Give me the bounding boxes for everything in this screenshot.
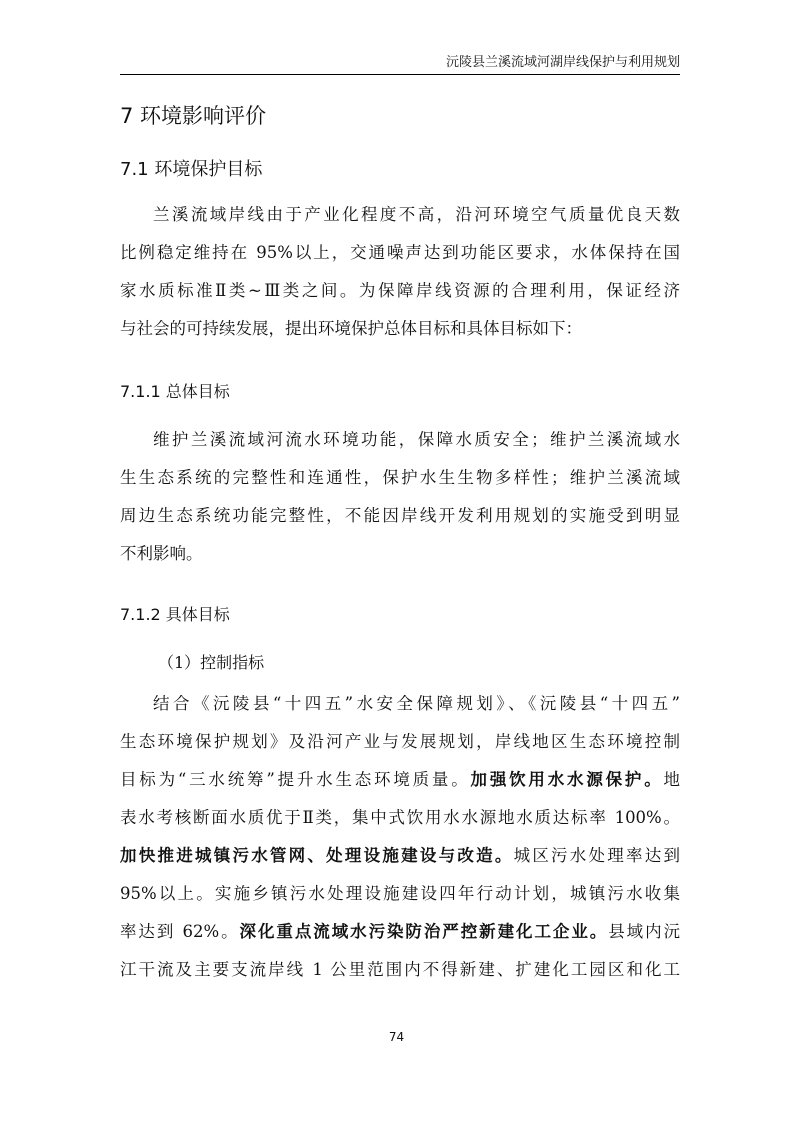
paragraph-line: 结合《沅陵县“十四五”水安全保障规划》、《沅陵县“十四五” xyxy=(153,694,680,713)
paragraph-line: 不利影响。 xyxy=(120,544,203,563)
line-text: 地 xyxy=(663,770,680,789)
line-text: 县域内沅 xyxy=(608,922,680,941)
list-item-control-indicators: （1）控制指标 xyxy=(158,653,265,672)
section-title-7-1-1: 7.1.1 总体目标 xyxy=(120,382,230,401)
running-header: 沅陵县兰溪流域河湖岸线保护与利用规划 xyxy=(445,55,680,70)
bold-emphasis: 深化重点流域水污染防治严控新建化工企业。 xyxy=(239,922,609,941)
paragraph-line: 比例稳定维持在 95%以上，交通噪声达到功能区要求，水体保持在国 xyxy=(120,243,680,262)
paragraph-line: 表水考核断面水质优于Ⅱ类，集中式饮用水水源地水质达标率 100%。 xyxy=(120,808,680,827)
paragraph-7-1-1 xyxy=(120,421,680,573)
paragraph-line xyxy=(120,837,680,875)
chapter-title: 7 环境影响评价 xyxy=(120,104,267,128)
paragraph-7-1 xyxy=(120,196,680,348)
paragraph-line xyxy=(120,761,680,799)
paragraph-line: 周边生态系统功能完整性，不能因岸线开发利用规划的实施受到明显 xyxy=(120,506,680,525)
paragraph-line: 家水质标准Ⅱ类~Ⅲ类之间。为保障岸线资源的合理利用，保证经济 xyxy=(120,281,680,300)
paragraph-7-1-2 xyxy=(120,685,680,989)
section-title-7-1-2: 7.1.2 具体目标 xyxy=(120,605,230,624)
paragraph-line: 95%以上。实施乡镇污水处理设施建设四年行动计划，城镇污水收集 xyxy=(120,884,680,903)
line-text: 目标为“三水统筹”提升水生态环境质量。 xyxy=(120,770,471,789)
paragraph-line xyxy=(120,913,680,951)
line-text: 城区污水处理率达到 xyxy=(513,846,680,865)
paragraph-line: 江干流及主要支流岸线 1 公里范围内不得新建、扩建化工园区和化工 xyxy=(120,960,680,979)
paragraph-line: 维护兰溪流域河流水环境功能，保障水质安全；维护兰溪流域水 xyxy=(153,430,680,449)
line-text: 率达到 62%。 xyxy=(120,922,240,941)
header-divider xyxy=(120,74,680,75)
page-number: 74 xyxy=(388,1030,405,1044)
paragraph-line: 与社会的可持续发展，提出环境保护总体目标和具体目标如下： xyxy=(120,319,582,338)
bold-emphasis: 加强饮用水水源保护。 xyxy=(470,770,664,789)
paragraph-line: 兰溪流域岸线由于产业化程度不高，沿河环境空气质量优良天数 xyxy=(153,205,680,224)
paragraph-line: 生态环境保护规划》及沿河产业与发展规划，岸线地区生态环境控制 xyxy=(120,732,680,751)
bold-emphasis: 加快推进城镇污水管网、处理设施建设与改造。 xyxy=(120,846,514,865)
section-title-7-1: 7.1 环境保护目标 xyxy=(120,159,263,180)
paragraph-line: 生生态系统的完整性和连通性，保护水生生物多样性；维护兰溪流域 xyxy=(120,468,680,487)
